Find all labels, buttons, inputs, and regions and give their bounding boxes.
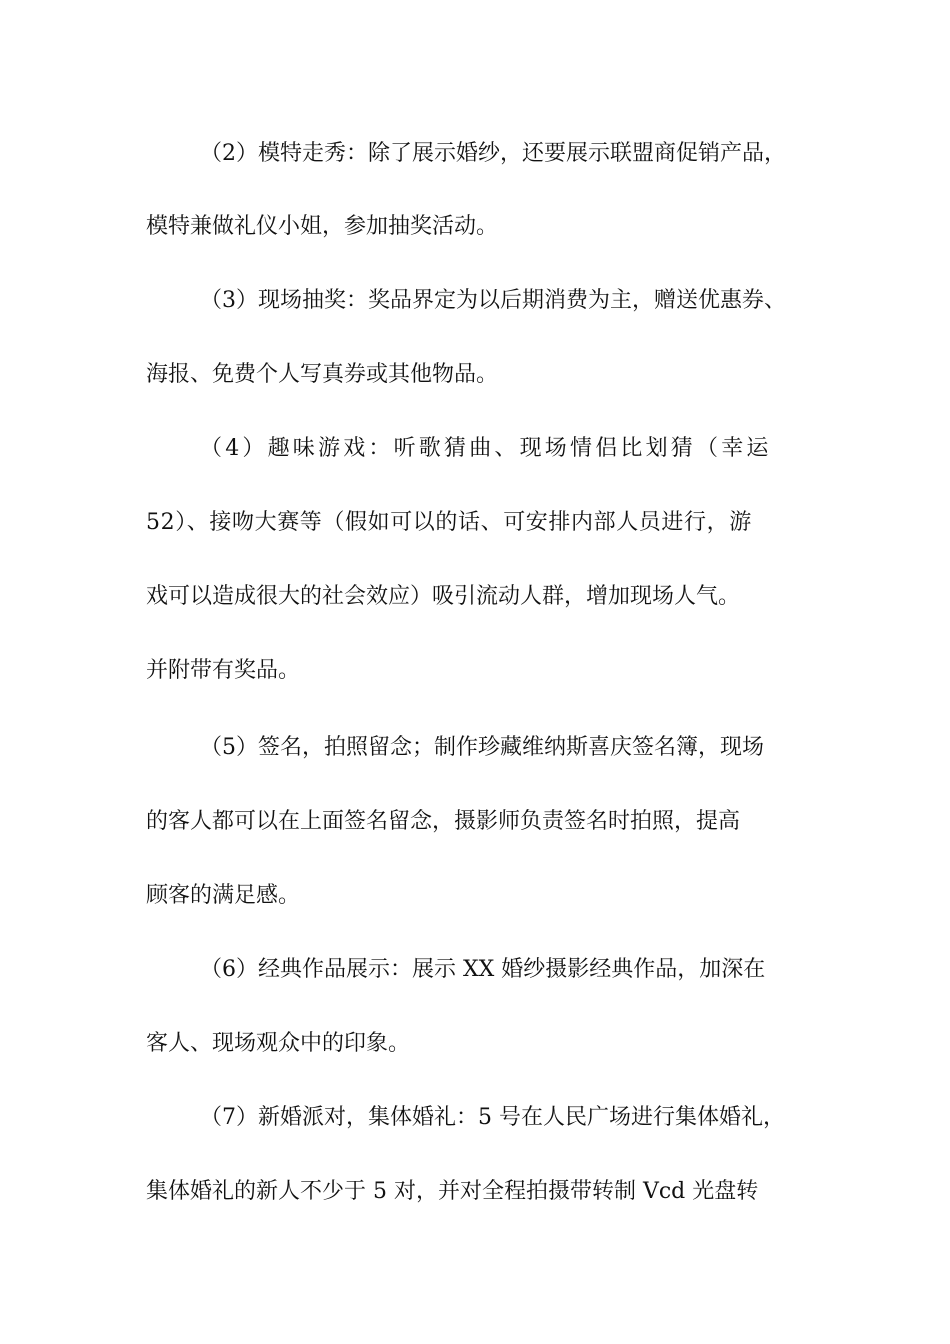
text-line: （6）经典作品展示：展示 XX 婚纱摄影经典作品，加深在 — [200, 957, 766, 982]
text-line: 戏可以造成很大的社会效应）吸引流动人群，增加现场人气。 — [146, 584, 741, 609]
text-line: （5）签名，拍照留念；制作珍藏维纳斯喜庆签名簿，现场 — [200, 735, 764, 760]
text-line: 海报、免费个人写真券或其他物品。 — [146, 362, 499, 387]
text-line: 顾客的满足感。 — [146, 883, 301, 908]
text-line: 客人、现场观众中的印象。 — [146, 1031, 411, 1056]
text-line: （3）现场抽奖：奖品界定为以后期消费为主，赠送优惠券、 — [200, 288, 786, 313]
text-line: 模特兼做礼仪小姐，参加抽奖活动。 — [146, 214, 499, 239]
text-line: 集体婚礼的新人不少于 5 对，并对全程拍摄带转制 Vcd 光盘转 — [146, 1179, 759, 1204]
text-line: （4）趣味游戏：听歌猜曲、现场情侣比划猜（幸运 — [200, 436, 772, 461]
text-line: 52）、接吻大赛等（假如可以的话、可安排内部人员进行，游 — [146, 510, 752, 535]
text-line: （2）模特走秀：除了展示婚纱，还要展示联盟商促销产品， — [200, 141, 786, 166]
text-line: （7）新婚派对，集体婚礼：5 号在人民广场进行集体婚礼， — [200, 1105, 785, 1130]
text-line: 的客人都可以在上面签名留念，摄影师负责签名时拍照，提高 — [146, 809, 741, 834]
text-line: 并附带有奖品。 — [146, 658, 301, 683]
